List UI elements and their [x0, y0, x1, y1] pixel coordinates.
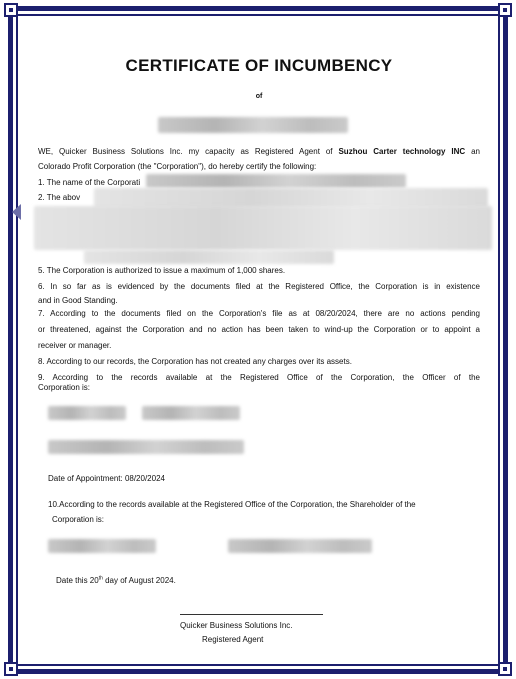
corner-ornament-top-left	[4, 3, 18, 17]
redacted-items-4-tail	[84, 250, 334, 264]
item-6-line-2: and in Good Standing.	[38, 296, 118, 305]
intro-line-1: WE, Quicker Business Solutions Inc. my capacity as Registered Agent of Suzhou Carter technology INC an	[38, 147, 480, 156]
redacted-company-name	[158, 117, 348, 133]
redacted-items-2-4	[94, 188, 488, 208]
redacted-items-3-4	[34, 206, 492, 250]
item-8: 8. According to our records, the Corporation has not created any charges over its assets.	[38, 357, 352, 366]
item-7-line-2: or threatened, against the Corporation and no action has been taken to wind-up the Corporation or to appoint a	[38, 325, 480, 334]
redacted-shareholder-name	[48, 539, 156, 553]
inner-border	[16, 14, 500, 666]
intro-line-2: Colorado Profit Corporation (the "Corporation"), do hereby certify the following:	[38, 162, 317, 171]
redacted-item-1	[146, 174, 406, 188]
item-5: 5. The Corporation is authorized to issue a maximum of 1,000 shares.	[38, 266, 286, 275]
item-7-line-1: 7. According to the documents filed on the Corporation's file as at 08/20/2024, there are no actions pending	[38, 309, 480, 318]
item-10-line-1: 10.According to the records available at the Registered Office of the Corporation, the Shareholder of the	[48, 500, 416, 509]
redacted-officer-title	[142, 406, 240, 420]
redacted-officer-name	[48, 406, 126, 420]
date-of-appointment: Date of Appointment: 08/20/2024	[48, 474, 165, 483]
item-2-text: 2. The abov	[38, 193, 81, 202]
corner-ornament-bottom-right	[498, 662, 512, 676]
company-name: Suzhou Carter technology INC	[338, 147, 466, 156]
signature-line	[180, 614, 323, 615]
item-9-line-1: 9. According to the records available at the Registered Office of the Corporation, the Officer of the	[38, 373, 480, 382]
signer-name: Quicker Business Solutions Inc.	[180, 621, 293, 630]
document-title: CERTIFICATE OF INCUMBENCY	[125, 56, 393, 75]
redacted-shareholder-details	[228, 539, 372, 553]
redacted-officer-address	[48, 440, 244, 454]
dated-line: Date this 20th day of August 2024.	[56, 575, 176, 585]
signer-role: Registered Agent	[202, 635, 264, 644]
item-7-line-3: receiver or manager.	[38, 341, 112, 350]
corner-ornament-bottom-left	[4, 662, 18, 676]
item-6-line-1: 6. In so far as is evidenced by the documents filed at the Registered Office, the Corporation is in existence	[38, 282, 480, 291]
item-10-line-2: Corporation is:	[52, 515, 105, 524]
of-label: of	[255, 93, 263, 100]
item-9-line-2: Corporation is:	[38, 383, 91, 392]
item-1-text: 1. The name of the Corporati	[38, 178, 141, 187]
side-tab-marker	[12, 204, 21, 220]
corner-ornament-top-right	[498, 3, 512, 17]
